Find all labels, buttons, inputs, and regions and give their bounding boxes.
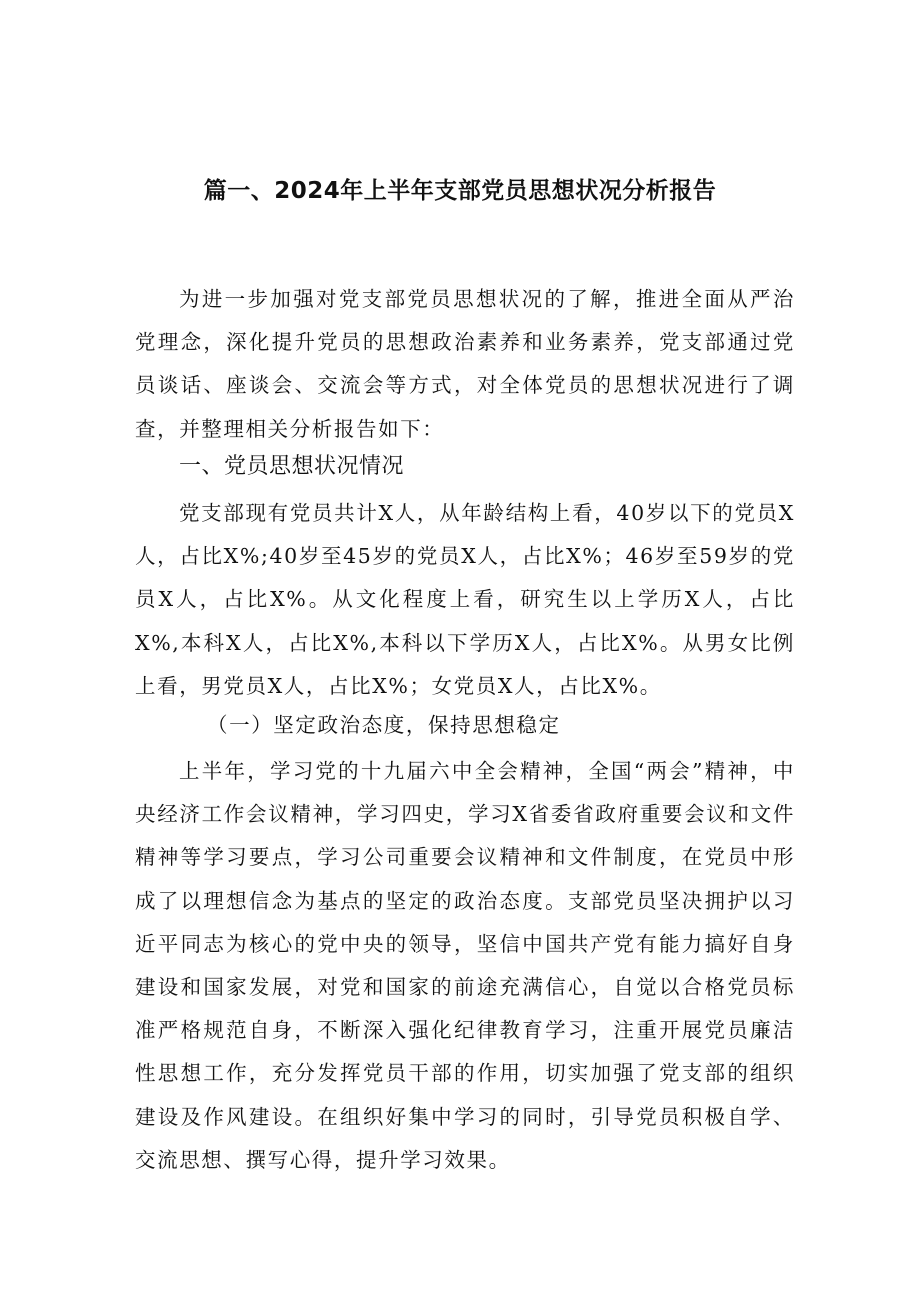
intro-paragraph: 为进一步加强对党支部党员思想状况的了解，推进全面从严治党理念，深化提升党员的思想政治素养和业务素养，党支部通过党员谈话、座谈会、交流会等方式，对全体党员的思想状况进行了调查，并整理相关分析报告如下： <box>135 287 795 441</box>
subsection-heading: （一）坚定政治态度，保持思想稳定 <box>207 713 561 737</box>
section-paragraph: 党支部现有党员共计X人，从年龄结构上看，40岁以下的党员X人，占比X%;40岁至45岁的党员X人，占比X%；46岁至59岁的党员X人，占比X%。从文化程度上看，研究生以上学历X人，占比X%,本科X人，占比X%,本科以下学历X人，占比X%。从男女比例上看，男党员X人，占比X%；女党员X人，占比X%。 <box>135 501 795 698</box>
document-title: 篇一、2024年上半年支部党员思想状况分析报告 <box>203 178 717 204</box>
subsection-paragraph: 上半年，学习党的十九届六中全会精神，全国“两会”精神，中央经济工作会议精神，学习四史，学习X省委省政府重要会议和文件精神等学习要点，学习公司重要会议精神和文件制度，在党员中形成了以理想信念为基点的坚定的政治态度。支部党员坚决拥护以习近平同志为核心的党中央的领导，坚信中国共产党有能力搞好自身建设和国家发展，对党和国家的前途充满信心，自觉以合格党员标准严格规范自身，不断深入强化纪律教育学习，注重开展党员廉洁性思想工作，充分发挥党员干部的作用，切实加强了党支部的组织建设及作风建设。在组织好集中学习的同时，引导党员积极自学、交流思想、撰写心得，提升学习效果。 <box>135 759 795 1172</box>
section-heading: 一、党员思想状况情况 <box>179 454 405 479</box>
